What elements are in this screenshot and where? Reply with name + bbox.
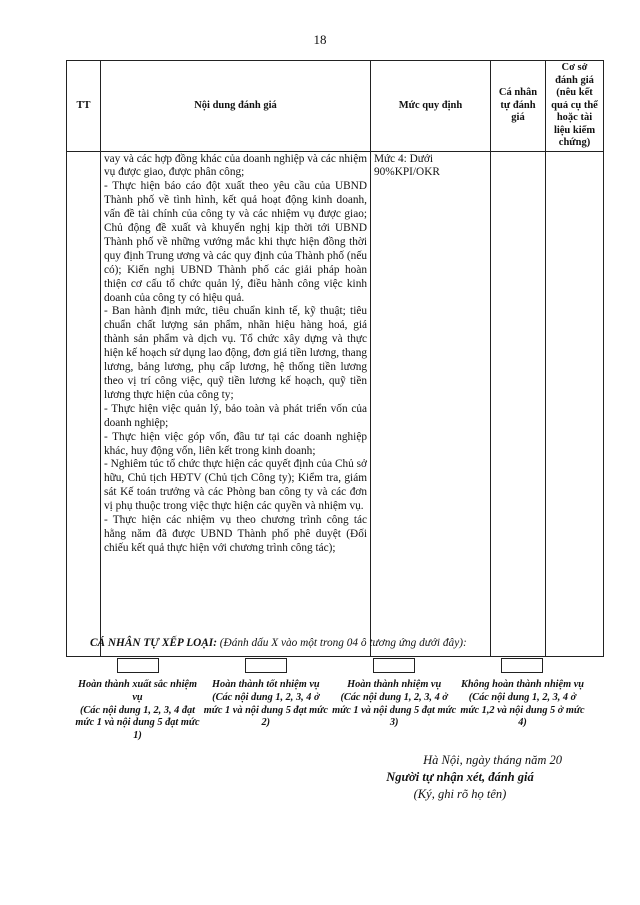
rank-checkbox-excellent[interactable] [117, 658, 159, 673]
rank-option-criteria: (Các nội dung 1, 2, 3, 4 đạt mức 1 và nội dung 5 đạt mức 1) [75, 704, 200, 742]
rank-options [75, 658, 585, 743]
content-paragraph: - Nghiêm túc tổ chức thực hiện các quyết định của Chủ sở hữu, Chủ tịch HĐTV (Chủ tịch Công ty); Kiểm tra, giám sát Kế toán trưởng và các Phòng ban công ty và các đơn vị phụ thuộc trong việc thực hiện các quyền và nhiệm vụ. [104, 458, 367, 513]
rank-checkbox-complete[interactable] [373, 658, 415, 673]
rank-option-title: Hoàn thành xuất sắc nhiệm vụ [77, 679, 198, 703]
self-evaluation-cell[interactable] [491, 151, 546, 656]
rank-checkbox-incomplete[interactable] [501, 658, 543, 673]
date-line: Hà Nội, ngày tháng năm 20 [423, 753, 562, 767]
rank-option-criteria: (Các nội dung 1, 2, 3, 4 ở mức 1,2 và nội dung 5 ở mức 4) [460, 691, 585, 729]
header-tt: TT [67, 61, 101, 152]
content-cell [101, 151, 371, 656]
header-self-evaluation: Cá nhân tự đánh giá [491, 61, 546, 152]
content-paragraph: - Ban hành định mức, tiêu chuẩn kinh tế, kỹ thuật; tiêu chuẩn chất lượng sản phẩm, nhãn hiệu hàng hoá, giá thành sản phẩm và dịch vụ. Tổ chức xây dựng và thực hiện kế hoạch sử dụng lao động, đơn giá tiền lương, thang lương, bảng lương, phụ cấp lương, hệ thống tiền lương theo vị trí công việc, quỹ tiền lương kế hoạch, quỹ tiền lương thực hiện của công ty; [104, 305, 367, 401]
content-paragraph: - Thực hiện việc quản lý, bảo toàn và phát triển vốn của doanh nghiệp; [104, 402, 367, 429]
table-row [67, 151, 604, 656]
self-rank-line [90, 637, 467, 649]
content-paragraph: - Thực hiện các nhiệm vụ theo chương trình công tác hằng năm đã được UBND Thành phố phê duyệt (Đối chiếu kết quả thực hiện với chương trình công tác); [104, 514, 367, 554]
rank-option-criteria: (Các nội dung 1, 2, 3, 4 ở mức 1 và nội dung 5 đạt mức 2) [203, 691, 328, 729]
rank-option-incomplete [460, 658, 585, 743]
header-basis: Cơ sở đánh giá (nêu kết quả cụ thể hoặc tài liệu kiểm chứng) [546, 61, 604, 152]
content-paragraph: - Thực hiện báo cáo đột xuất theo yêu cầu của UBND Thành phố về tình hình, kết quả hoạt động kinh doanh, vấn đề tài chính của công ty và các nhiệm vụ được giao; Chủ động đề xuất và khuyến nghị kịp thời tới UBND Thành phố về những vướng mắc khi thực hiện đồng thời quy định Trung ương và các quy định của Thành phố (nếu có); Kiến nghị UBND Thành phố các giải pháp hoàn thiện cơ cấu tổ chức quản lý, điều hành công việc kinh doanh của công ty có hiệu quả. [104, 180, 367, 304]
header-level: Mức quy định [371, 61, 491, 152]
table-header-row [67, 61, 604, 152]
self-rank-instruction: (Đánh dấu X vào một trong 04 ô tương ứng dưới đây): [219, 637, 467, 649]
rank-checkbox-good[interactable] [245, 658, 287, 673]
content-paragraph: - Thực hiện việc góp vốn, đầu tư tại các doanh nghiệp khác, huy động vốn, liên kết trong kinh doanh; [104, 430, 367, 457]
rank-option-complete [332, 658, 457, 743]
signer-role: Người tự nhận xét, đánh giá [386, 770, 534, 784]
tt-cell [67, 151, 101, 656]
rank-option-title: Không hoàn thành nhiệm vụ [460, 679, 584, 690]
page-number: 18 [313, 32, 327, 47]
rank-option-good [203, 658, 328, 743]
rank-option-criteria: (Các nội dung 1, 2, 3, 4 ở mức 1 và nội dung 5 đạt mức 3) [332, 691, 457, 729]
content-paragraph: vay và các hợp đồng khác của doanh nghiệp và các nhiệm vụ được giao, được phân công; [104, 152, 367, 179]
rank-option-excellent [75, 658, 200, 743]
basis-cell[interactable] [546, 151, 604, 656]
rank-option-title: Hoàn thành nhiệm vụ [347, 679, 442, 690]
level-text: Mức 4: Dưới 90%KPI/OKR [374, 152, 440, 179]
level-cell [371, 151, 491, 656]
signature-block [340, 752, 580, 803]
evaluation-table [66, 60, 604, 657]
header-content: Nội dung đánh giá [101, 61, 371, 152]
self-rank-label: CÁ NHÂN TỰ XẾP LOẠI: [90, 637, 217, 649]
signer-note: (Ký, ghi rõ họ tên) [413, 787, 507, 801]
rank-option-title: Hoàn thành tốt nhiệm vụ [212, 679, 320, 690]
